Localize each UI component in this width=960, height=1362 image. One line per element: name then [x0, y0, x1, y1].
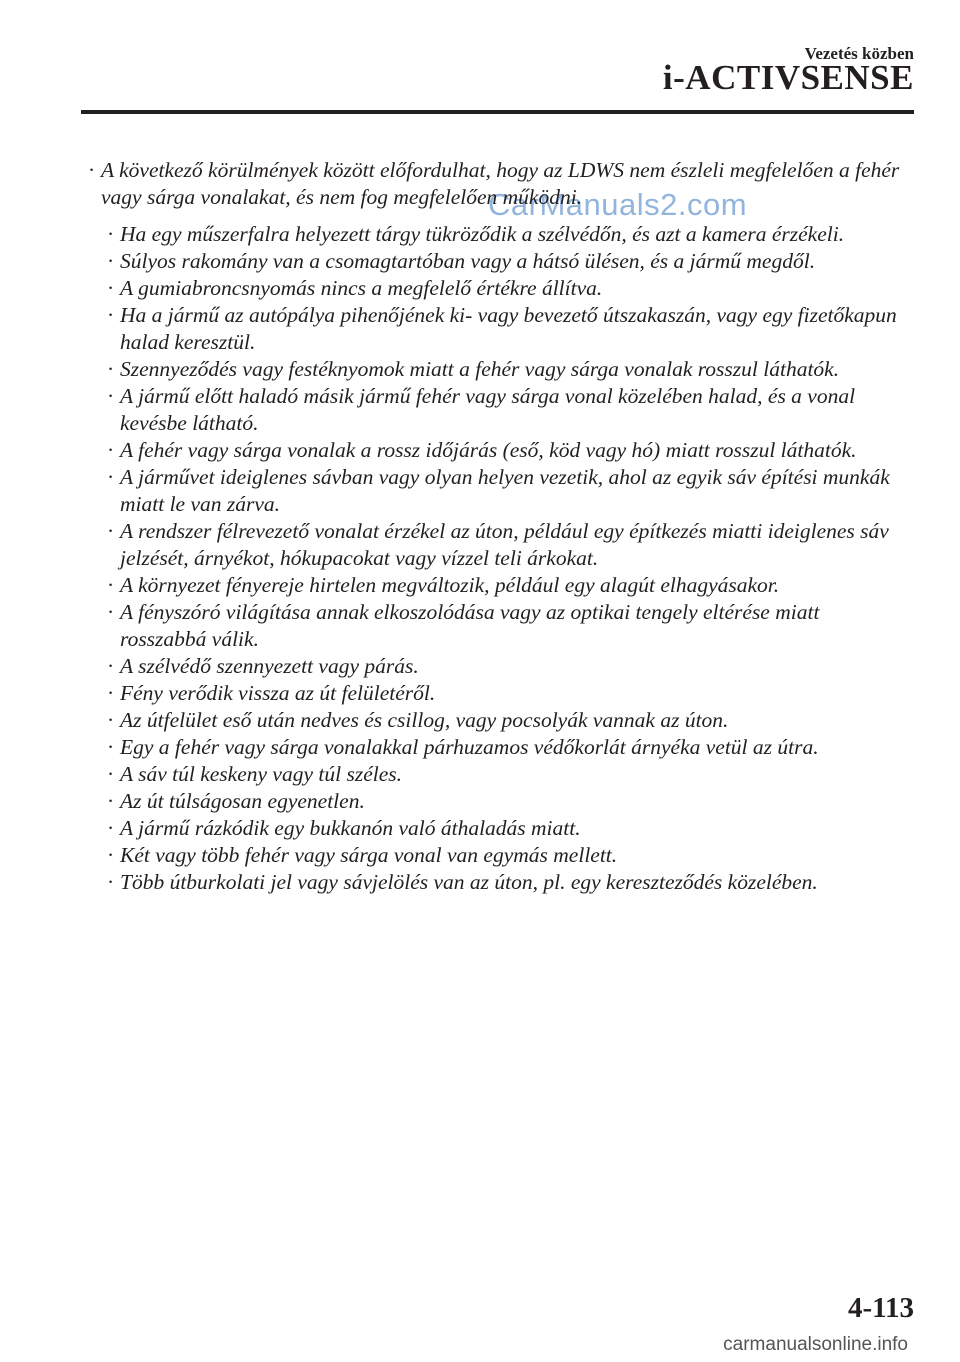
list-item-text: Szennyeződés vagy festéknyomok miatt a fehér vagy sárga vonalak rosszul láthatók. — [120, 357, 840, 381]
bullet-marker: · — [107, 843, 115, 867]
list-item — [107, 356, 900, 383]
footer-site-watermark: carmanualsonline.info — [723, 1334, 908, 1355]
bullet-marker: · — [107, 681, 115, 705]
bullet-marker: · — [107, 438, 115, 462]
list-item-text: Az út túlságosan egyenetlen. — [120, 789, 365, 813]
list-item-text: A jármű rázkódik egy bukkanón való áthaladás miatt. — [120, 816, 581, 840]
list-item — [107, 518, 900, 572]
bullet-marker: · — [107, 573, 115, 597]
list-item — [107, 842, 900, 869]
list-item-text: A sáv túl keskeny vagy túl széles. — [120, 762, 402, 786]
page-content — [88, 157, 900, 896]
list-item-text: Fény verődik vissza az út felületéről. — [120, 681, 436, 705]
list-item-text: Két vagy több fehér vagy sárga vonal van egymás mellett. — [120, 843, 618, 867]
list-item — [107, 248, 900, 275]
list-item-text: Ha egy műszerfalra helyezett tárgy tükröződik a szélvédőn, és azt a kamera érzékeli. — [120, 222, 845, 246]
bullet-marker: · — [107, 303, 115, 327]
condition-list — [88, 221, 900, 896]
bullet-marker: · — [107, 600, 115, 624]
list-item-text: A fényszóró világítása annak elkoszolódása vagy az optikai tengely eltérése miatt rosszabbá válik. — [120, 600, 820, 651]
list-item — [107, 275, 900, 302]
bullet-marker: · — [107, 519, 115, 543]
lead-text: A következő körülmények között előfordulhat, hogy az LDWS nem észleli megfelelően a fehér vagy sárga vonalakat, és nem fog megfelelően működni. — [101, 158, 900, 209]
list-item-text: Ha a jármű az autópálya pihenőjének ki- vagy bevezető útszakaszán, vagy egy fizetőkapun halad keresztül. — [120, 303, 897, 354]
bullet-marker: · — [88, 158, 96, 182]
bullet-marker: · — [107, 222, 115, 246]
running-header-chapter: i-ACTIVSENSE — [662, 58, 914, 97]
list-item-text: A járművet ideiglenes sávban vagy olyan helyen vezetik, ahol az egyik sáv építési munkák miatt le van zárva. — [120, 465, 890, 516]
list-item-text: A szélvédő szennyezett vagy párás. — [120, 654, 419, 678]
header-rule — [81, 110, 914, 114]
list-item — [107, 302, 900, 356]
list-item — [107, 572, 900, 599]
list-item-text: Egy a fehér vagy sárga vonalakkal párhuzamos védőkorlát árnyéka vetül az útra. — [120, 735, 819, 759]
list-item — [107, 680, 900, 707]
bullet-marker: · — [107, 816, 115, 840]
bullet-marker: · — [107, 708, 115, 732]
running-header-section: Vezetés közben — [804, 44, 914, 63]
list-item-text: A gumiabroncsnyomás nincs a megfelelő értékre állítva. — [120, 276, 603, 300]
bullet-marker: · — [107, 789, 115, 813]
bullet-marker: · — [107, 357, 115, 381]
list-item — [107, 761, 900, 788]
list-item-text: A fehér vagy sárga vonalak a rossz időjárás (eső, köd vagy hó) miatt rosszul láthatók. — [120, 438, 857, 462]
list-item — [107, 599, 900, 653]
list-item — [107, 734, 900, 761]
page-number: 4-113 — [847, 1292, 914, 1324]
bullet-marker: · — [107, 276, 115, 300]
list-item-text: A rendszer félrevezető vonalat érzékel az úton, például egy építkezés miatti ideiglenes sáv jelzését, árnyékot, hókupacokat vagy vízzel teli árkokat. — [120, 519, 889, 570]
list-item — [107, 788, 900, 815]
bullet-marker: · — [107, 735, 115, 759]
bullet-marker: · — [107, 384, 115, 408]
bullet-marker: · — [107, 654, 115, 678]
list-item — [107, 653, 900, 680]
list-item-text: Súlyos rakomány van a csomagtartóban vagy a hátsó ülésen, és a jármű megdől. — [120, 249, 816, 273]
list-item — [107, 707, 900, 734]
watermark-logo: CarManuals2.com — [488, 187, 748, 222]
bullet-marker: · — [107, 870, 115, 894]
list-item-text: A környezet fényereje hirtelen megváltozik, például egy alagút elhagyásakor. — [120, 573, 780, 597]
bullet-marker: · — [107, 249, 115, 273]
lead-paragraph — [88, 157, 900, 211]
list-item — [107, 464, 900, 518]
list-item-text: A jármű előtt haladó másik jármű fehér vagy sárga vonal közelében halad, és a vonal kevésbe látható. — [120, 384, 856, 435]
list-item-text: Több útburkolati jel vagy sávjelölés van az úton, pl. egy kereszteződés közelében. — [120, 870, 818, 894]
list-item — [107, 869, 900, 896]
list-item — [107, 437, 900, 464]
list-item — [107, 221, 900, 248]
bullet-marker: · — [107, 762, 115, 786]
list-item-text: Az útfelület eső után nedves és csillog, vagy pocsolyák vannak az úton. — [120, 708, 729, 732]
list-item — [107, 383, 900, 437]
bullet-marker: · — [107, 465, 115, 489]
list-item — [107, 815, 900, 842]
